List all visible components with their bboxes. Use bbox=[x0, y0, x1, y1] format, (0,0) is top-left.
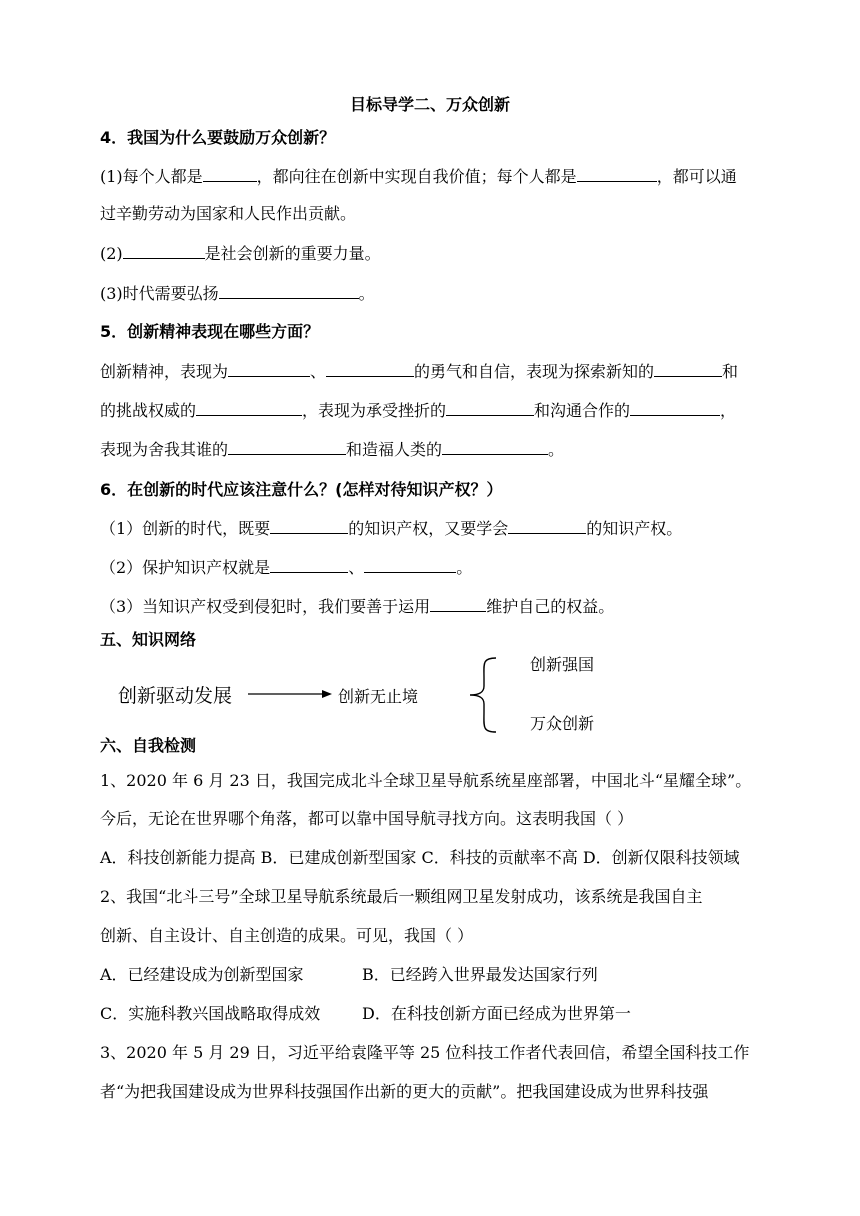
q5-l3-text-a: 表现为舍我其谁的 bbox=[100, 440, 229, 459]
fill-blank[interactable] bbox=[203, 165, 257, 182]
fill-blank[interactable] bbox=[630, 399, 720, 416]
q4-p2-text-b: 是社会创新的重要力量。 bbox=[204, 244, 381, 263]
fill-blank[interactable] bbox=[508, 517, 586, 534]
q1-line-2: 今后，无论在世界哪个角落，都可以靠中国导航寻找方向。这表明我国（ ） bbox=[100, 809, 634, 828]
q5-line-1 bbox=[100, 360, 738, 383]
q5-line-3 bbox=[100, 438, 564, 461]
q6-l1-text-b: 的知识产权，又要学会 bbox=[348, 519, 509, 538]
q5-l2-text-d: ， bbox=[720, 401, 737, 420]
self-test-heading: 六、自我检测 bbox=[100, 736, 197, 755]
fill-blank[interactable] bbox=[577, 165, 657, 182]
q3-line-2: 者“为把我国建设成为世界科技强国作出新的更大的贡献”。把我国建设成为世界科技强 bbox=[100, 1082, 709, 1101]
q1-line-1: 1、2020 年 6 月 23 日，我国完成北斗全球卫星导航系统星座部署，中国北斗“星耀全球”。 bbox=[100, 771, 752, 790]
q6-line-2 bbox=[100, 556, 472, 579]
fill-blank[interactable] bbox=[228, 360, 310, 377]
q2-option-c: C．实施科教兴国战略取得成效 bbox=[100, 1004, 321, 1023]
fill-blank[interactable] bbox=[219, 282, 359, 299]
q4-paragraph-3 bbox=[100, 282, 375, 305]
q2-line-1: 2、我国“北斗三号”全球卫星导航系统最后一颗组网卫星发射成功，该系统是我国自主 bbox=[100, 887, 703, 906]
network-branch-bottom: 万众创新 bbox=[530, 714, 595, 733]
q5-l2-text-b: ，表现为承受挫折的 bbox=[302, 401, 447, 420]
q4-p2-text-a: (2) bbox=[100, 244, 123, 263]
q4-p1-text-b: ，都向往在创新中实现自我价值；每个人都是 bbox=[256, 167, 577, 186]
fill-blank[interactable] bbox=[270, 556, 348, 573]
fill-blank[interactable] bbox=[123, 242, 205, 259]
fill-blank[interactable] bbox=[270, 517, 348, 534]
q3-line-1: 3、2020 年 5 月 29 日，习近平给袁隆平等 25 位科技工作者代表回信，希望全国科技工作 bbox=[100, 1043, 750, 1062]
q4-p3-text-a: (3)时代需要弘扬 bbox=[100, 284, 219, 303]
q4-paragraph-1-cont: 过辛勤劳动为国家和人民作出贡献。 bbox=[100, 204, 357, 223]
network-root-node: 创新驱动发展 bbox=[118, 685, 233, 707]
fill-blank[interactable] bbox=[326, 360, 414, 377]
q5-l1-text-c: 的勇气和自信，表现为探索新知的 bbox=[414, 362, 655, 381]
q6-l1-text-c: 的知识产权。 bbox=[586, 519, 683, 538]
q4-p1-text-a: (1)每个人都是 bbox=[100, 167, 203, 186]
fill-blank[interactable] bbox=[196, 399, 302, 416]
q6-l3-text-b: 维护自己的权益。 bbox=[486, 597, 615, 616]
brace-icon bbox=[464, 656, 504, 734]
q2-option-b: B．已经跨入世界最发达国家行列 bbox=[362, 965, 598, 984]
q4-heading: 4．我国为什么要鼓励万众创新？ bbox=[100, 128, 336, 147]
q5-l2-text-a: 的挑战权威的 bbox=[100, 401, 197, 420]
q4-p1-text-c: ，都可以通 bbox=[656, 167, 737, 186]
fill-blank[interactable] bbox=[442, 438, 548, 455]
fill-blank[interactable] bbox=[654, 360, 722, 377]
fill-blank[interactable] bbox=[446, 399, 534, 416]
q5-l2-text-c: 和沟通合作的 bbox=[534, 401, 631, 420]
q4-p3-text-b: 。 bbox=[358, 284, 375, 303]
fill-blank[interactable] bbox=[364, 556, 456, 573]
q6-l2-text-a: （2）保护知识产权就是 bbox=[100, 558, 271, 577]
q2-line-2: 创新、自主设计、自主创造的成果。可见，我国（ ） bbox=[100, 926, 474, 945]
network-branch-top: 创新强国 bbox=[530, 655, 595, 674]
q5-l1-text-b: 、 bbox=[310, 362, 327, 381]
q5-l1-text-d: 和 bbox=[722, 362, 739, 381]
q5-heading: 5．创新精神表现在哪些方面？ bbox=[100, 322, 320, 341]
q6-l3-text-a: （3）当知识产权受到侵犯时，我们要善于运用 bbox=[100, 597, 431, 616]
q2-option-a: A．已经建设成为创新型国家 bbox=[100, 965, 304, 984]
q4-paragraph-1 bbox=[100, 165, 737, 188]
q5-l3-text-b: 和造福人类的 bbox=[346, 440, 443, 459]
section-title: 目标导学二、万众创新 bbox=[349, 95, 510, 114]
q6-line-3 bbox=[100, 595, 614, 618]
q5-l1-text-a: 创新精神，表现为 bbox=[100, 362, 229, 381]
q6-l1-text-a: （1）创新的时代，既要 bbox=[100, 519, 271, 538]
q5-line-2 bbox=[100, 399, 736, 422]
q6-l2-text-c: 。 bbox=[456, 558, 473, 577]
q6-line-1 bbox=[100, 517, 682, 540]
network-mid-node: 创新无止境 bbox=[338, 687, 419, 706]
q6-l2-text-b: 、 bbox=[348, 558, 365, 577]
arrow-right-icon bbox=[246, 684, 336, 704]
q6-heading: 6．在创新的时代应该注意什么？(怎样对待知识产权？） bbox=[100, 480, 503, 499]
q4-paragraph-2 bbox=[100, 242, 381, 265]
q5-l3-text-c: 。 bbox=[548, 440, 565, 459]
network-heading: 五、知识网络 bbox=[100, 630, 197, 649]
fill-blank[interactable] bbox=[228, 438, 346, 455]
q1-options: A．科技创新能力提高 B．已建成创新型国家 C．科技的贡献率不高 D．创新仅限科技领域 bbox=[100, 848, 740, 867]
q2-option-d: D．在科技创新方面已经成为世界第一 bbox=[362, 1004, 631, 1023]
fill-blank[interactable] bbox=[430, 595, 486, 612]
